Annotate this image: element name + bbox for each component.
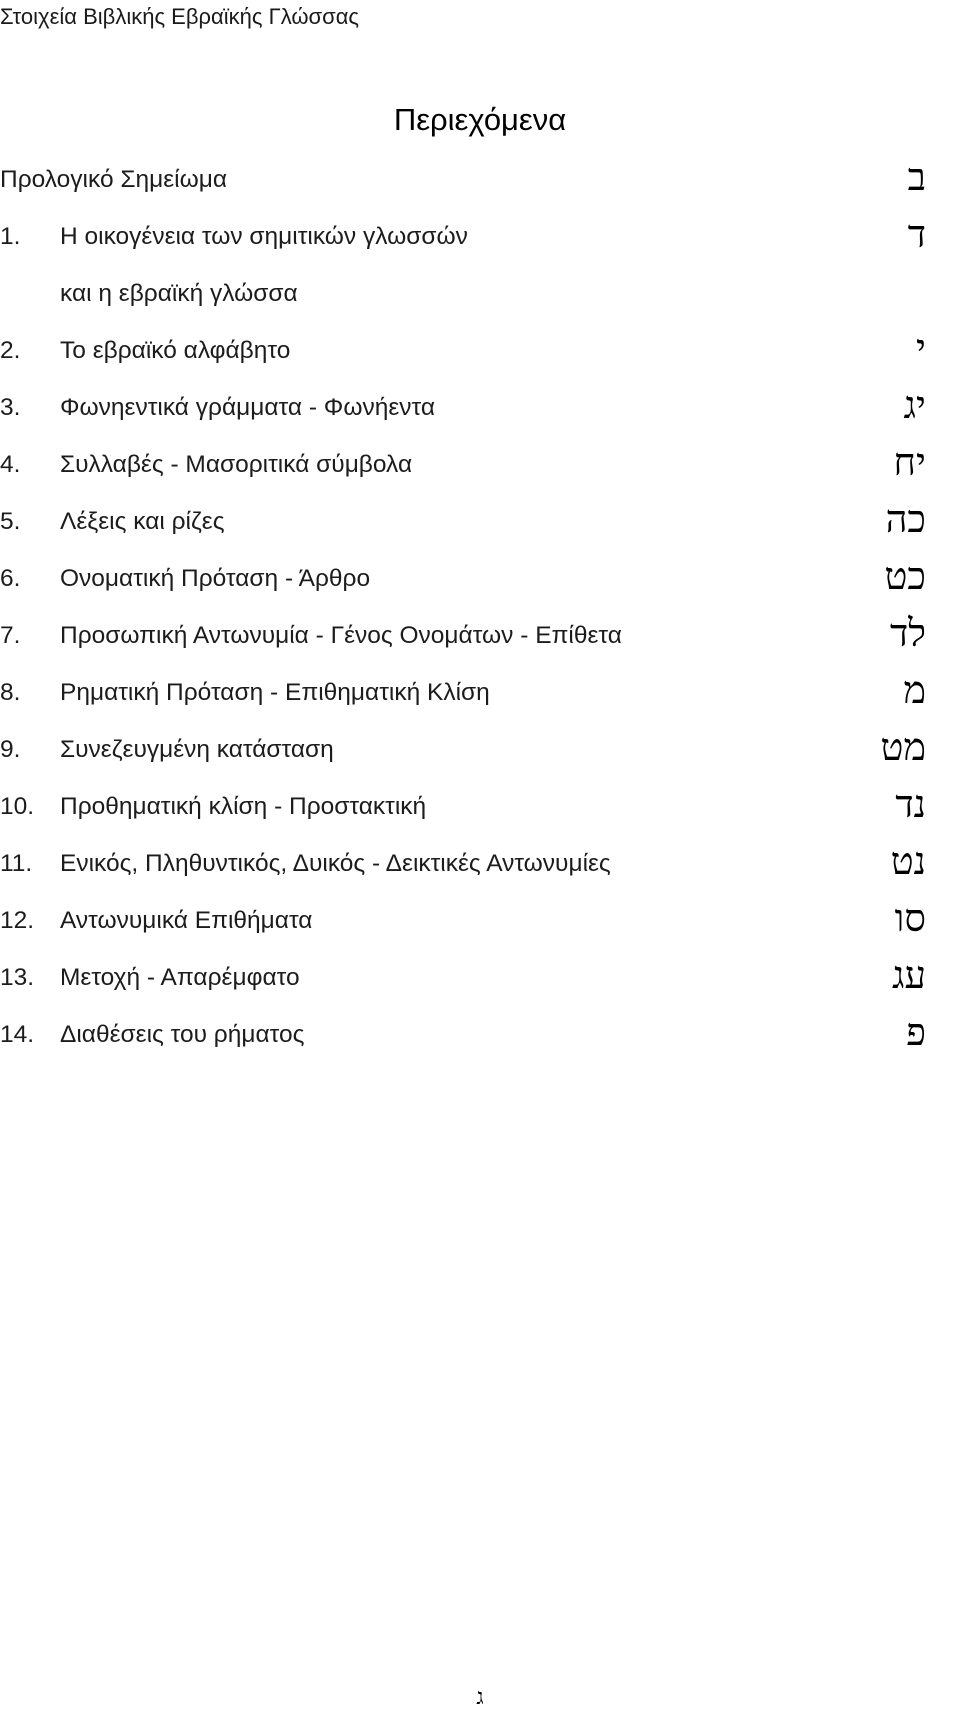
toc-entry-title: Το εβραϊκό αλφάβητο bbox=[60, 337, 291, 364]
toc-entry-9[interactable] bbox=[0, 725, 960, 785]
toc-entry-title: Ενικός, Πληθυντικός, Δυικός - Δεικτικές Αντωνυμίες bbox=[60, 850, 611, 877]
toc-title bbox=[0, 100, 960, 140]
toc-entry-title: Φωνηεντικά γράμματα - Φωνήεντα bbox=[60, 394, 436, 421]
toc-title-text: Περιεχόμενα bbox=[393, 102, 567, 137]
toc-entry-page: נד bbox=[895, 782, 926, 826]
toc-entry-12[interactable] bbox=[0, 896, 960, 956]
toc-entry-6[interactable] bbox=[0, 554, 960, 614]
toc-entry-page: כט bbox=[884, 554, 926, 598]
toc-entry-page: יח bbox=[893, 440, 926, 484]
toc-entry-number: 11. bbox=[0, 850, 33, 877]
toc-entry-2[interactable] bbox=[0, 326, 960, 386]
toc-entry-page: סו bbox=[894, 896, 926, 940]
toc-entry-foreword[interactable] bbox=[0, 155, 960, 215]
toc-entry-number: 9. bbox=[0, 736, 21, 763]
toc-entry-page: ד bbox=[907, 212, 926, 256]
toc-entry-page: פ bbox=[906, 1010, 926, 1054]
table-of-contents bbox=[0, 155, 960, 1070]
toc-entry-number: 13. bbox=[0, 964, 35, 991]
toc-entry-number: 3. bbox=[0, 394, 21, 421]
toc-entry-page: נט bbox=[890, 839, 926, 883]
toc-entry-5[interactable] bbox=[0, 497, 960, 557]
running-header: Στοιχεία Βιβλικής Εβραϊκής Γλώσσας bbox=[0, 4, 360, 29]
toc-entry-number: 12. bbox=[0, 907, 35, 934]
toc-entry-7[interactable] bbox=[0, 611, 960, 671]
toc-entry-page: מט bbox=[880, 725, 926, 769]
toc-entry-number: 7. bbox=[0, 622, 21, 649]
toc-entry-number: 8. bbox=[0, 679, 21, 706]
toc-entry-page: מ bbox=[903, 668, 926, 712]
toc-entry-title: Συλλαβές - Μασοριτικά σύμβολα bbox=[60, 451, 413, 478]
toc-entry-13[interactable] bbox=[0, 953, 960, 1013]
toc-entry-3[interactable] bbox=[0, 383, 960, 443]
toc-entry-page: ב bbox=[907, 155, 926, 199]
toc-entry-number: 2. bbox=[0, 337, 21, 364]
toc-entry-page: י bbox=[916, 326, 926, 370]
toc-entry-title: Αντωνυμικά Επιθήματα bbox=[60, 907, 313, 934]
toc-entry-title: Μετοχή - Απαρέμφατο bbox=[60, 964, 300, 991]
toc-entry-number: 10. bbox=[0, 793, 35, 820]
toc-entry-page: כה bbox=[885, 497, 926, 541]
toc-entry-title: και η εβραϊκή γλώσσα bbox=[60, 280, 298, 307]
toc-entry-number: 5. bbox=[0, 508, 21, 535]
toc-entry-number: 1. bbox=[0, 223, 21, 250]
toc-entry-title: Ρηματική Πρόταση - Επιθηματική Κλίση bbox=[60, 679, 490, 706]
toc-entry-14[interactable] bbox=[0, 1010, 960, 1070]
toc-entry-page: עג bbox=[891, 953, 926, 997]
toc-entry-1[interactable] bbox=[0, 212, 960, 272]
toc-entry-page: לד bbox=[889, 611, 926, 655]
toc-entry-1-continuation[interactable] bbox=[0, 272, 960, 329]
page-number: ג bbox=[476, 1685, 484, 1710]
toc-entry-title: Λέξεις και ρίζες bbox=[60, 508, 225, 535]
toc-entry-page: יג bbox=[903, 383, 926, 427]
toc-entry-title: Συνεζευγμένη κατάσταση bbox=[60, 736, 334, 763]
toc-entry-title: Διαθέσεις του ρήματος bbox=[60, 1021, 305, 1048]
toc-entry-title: Προλογικό Σημείωμα bbox=[0, 166, 228, 193]
toc-entry-10[interactable] bbox=[0, 782, 960, 842]
toc-entry-number: 14. bbox=[0, 1021, 35, 1048]
toc-entry-title: Προσωπική Αντωνυμία - Γένος Ονομάτων - Επίθετα bbox=[60, 622, 622, 649]
toc-entry-8[interactable] bbox=[0, 668, 960, 728]
toc-entry-number: 6. bbox=[0, 565, 21, 592]
toc-entry-4[interactable] bbox=[0, 440, 960, 500]
toc-entry-number: 4. bbox=[0, 451, 21, 478]
toc-entry-title: Η οικογένεια των σημιτικών γλωσσών bbox=[60, 223, 468, 250]
toc-entry-title: Ονοματική Πρόταση - Άρθρο bbox=[60, 565, 371, 592]
toc-entry-11[interactable] bbox=[0, 839, 960, 899]
toc-entry-title: Προθηματική κλίση - Προστακτική bbox=[60, 793, 427, 820]
